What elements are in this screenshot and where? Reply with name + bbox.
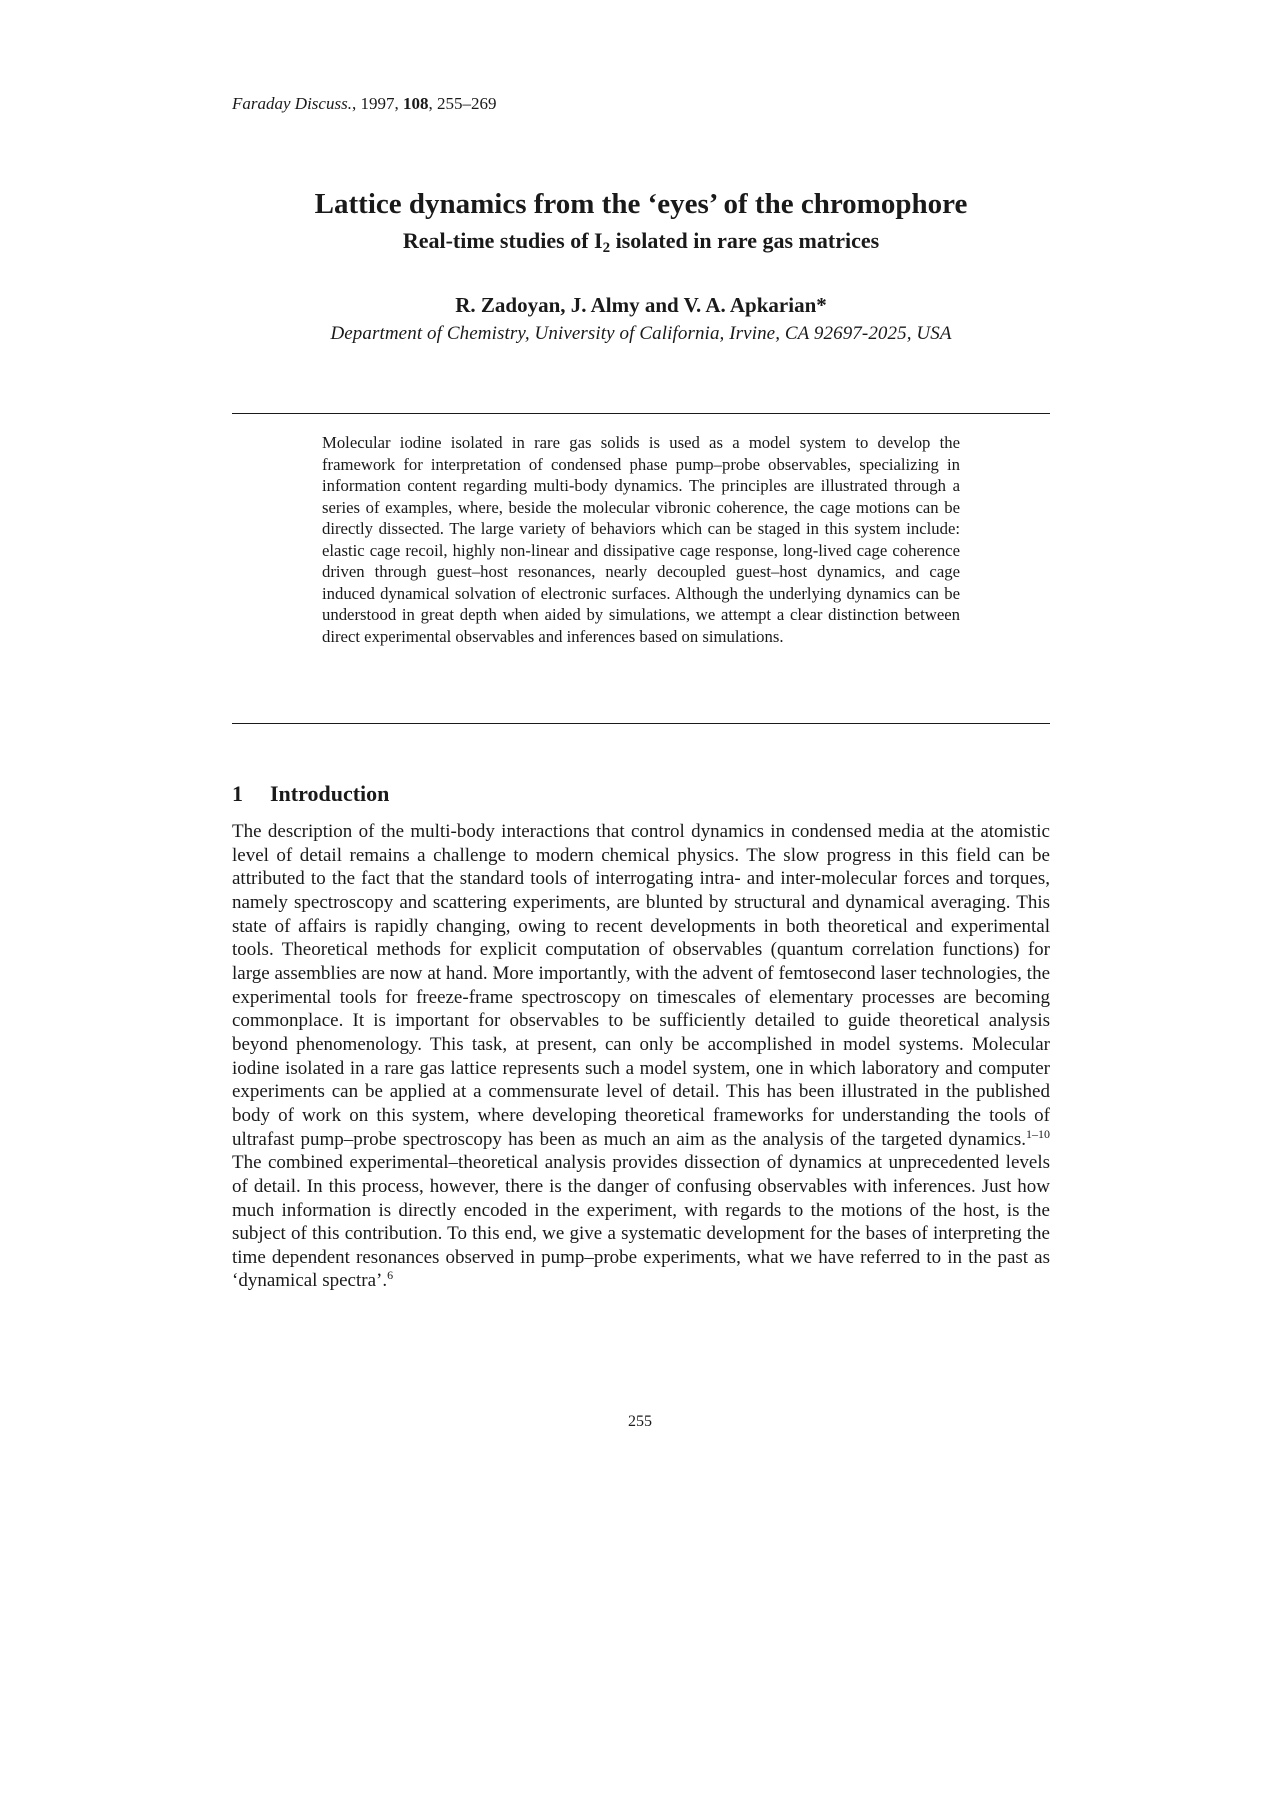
subtitle-before: Real-time studies of I xyxy=(402,228,603,253)
journal-name: Faraday Discuss. xyxy=(232,94,352,113)
journal-year: , 1997, xyxy=(351,94,403,113)
page-number: 255 xyxy=(628,1413,652,1430)
section-number: 1 xyxy=(232,781,243,806)
intro-text-2: The combined experimental–theoretical analysis provides dissection of dynamics at unprecedented levels of detail. In this process, however, there is the danger of confusing observables with inferences. Just how much information is directly encoded in the experiment, with regards to the motions of the host, is the subject of this contribution. To this end, we give a systematic development for the bases of interpreting the time dependent resonances observed in pump–probe experiments, what we have referred to in the past as ‘dynamical spectra’. xyxy=(232,1152,1050,1292)
section-title: Introduction xyxy=(270,781,390,806)
paper-title: Lattice dynamics from the ‘eyes’ of the chromophore xyxy=(314,188,968,220)
section-heading xyxy=(232,781,389,807)
paper-subtitle xyxy=(232,226,1050,263)
intro-text-1: The description of the multi-body interactions that control dynamics in condensed media at the atomistic level of detail remains a challenge to modern chemical physics. The slow progress in this field can be attributed to the fact that the standard tools of interrogating intra- and inter-molecular forces and torques, namely spectroscopy and scattering experiments, are blunted by structural and dynamical averaging. This state of affairs is rapidly changing, owing to recent developments in both theoretical and experimental tools. Theoretical methods for explicit computation of observables (quantum correlation functions) for large assemblies are now at hand. More importantly, with the advent of femtosecond laser technologies, the experimental tools for freeze-frame spectroscopy on timescales of elementary processes are becoming commonplace. It is important for observables to be sufficiently detailed to guide theoretical analysis beyond phenomenology. This task, at present, can only be accomplished in model systems. Molecular iodine isolated in a rare gas lattice represents such a model system, one in which laboratory and computer experiments can be applied at a commensurate level of detail. This has been illustrated in the published body of work on this system, where developing theoretical frameworks for understanding the tools of ultrafast pump–probe spectroscopy has been as much an aim as the analysis of the targeted dynamics. xyxy=(232,821,1050,1150)
abstract-bottom-rule xyxy=(232,723,1050,724)
journal-volume: 108 xyxy=(402,94,429,113)
journal-pages: , 255–269 xyxy=(428,94,497,113)
citation-6[interactable]: 6 xyxy=(387,1268,394,1283)
affiliation: Department of Chemistry, University of California, Irvine, CA 92697-2025, USA xyxy=(330,323,952,344)
abstract: Molecular iodine isolated in rare gas solids is used as a model system to develop the framework for interpretation of condensed phase pump–probe observables, specializing in information content regarding multi-body dynamics. The principles are illustrated through a series of examples, where, beside the molecular vibronic coherence, the cage motions can be directly dissected. The large variety of behaviors which can be staged in this system include: elastic cage recoil, highly non-linear and dissipative cage response, long-lived cage coherence driven through guest–host resonances, nearly decoupled guest–host dynamics, and cage induced dynamical solvation of electronic surfaces. Although the underlying dynamics can be understood in great depth when aided by simulations, we attempt a clear distinction between direct experimental observables and inferences based on simulations. xyxy=(322,433,960,646)
title-block xyxy=(232,186,1050,347)
authors: R. Zadoyan, J. Almy and V. A. Apkarian* xyxy=(455,293,827,317)
subtitle-subscript: 2 xyxy=(602,240,611,256)
intro-paragraph xyxy=(232,820,1050,1293)
running-head xyxy=(232,94,496,114)
abstract-top-rule xyxy=(232,413,1050,414)
citation-1-10[interactable]: 1–10 xyxy=(1026,1126,1050,1141)
subtitle-after: isolated in rare gas matrices xyxy=(610,228,880,253)
